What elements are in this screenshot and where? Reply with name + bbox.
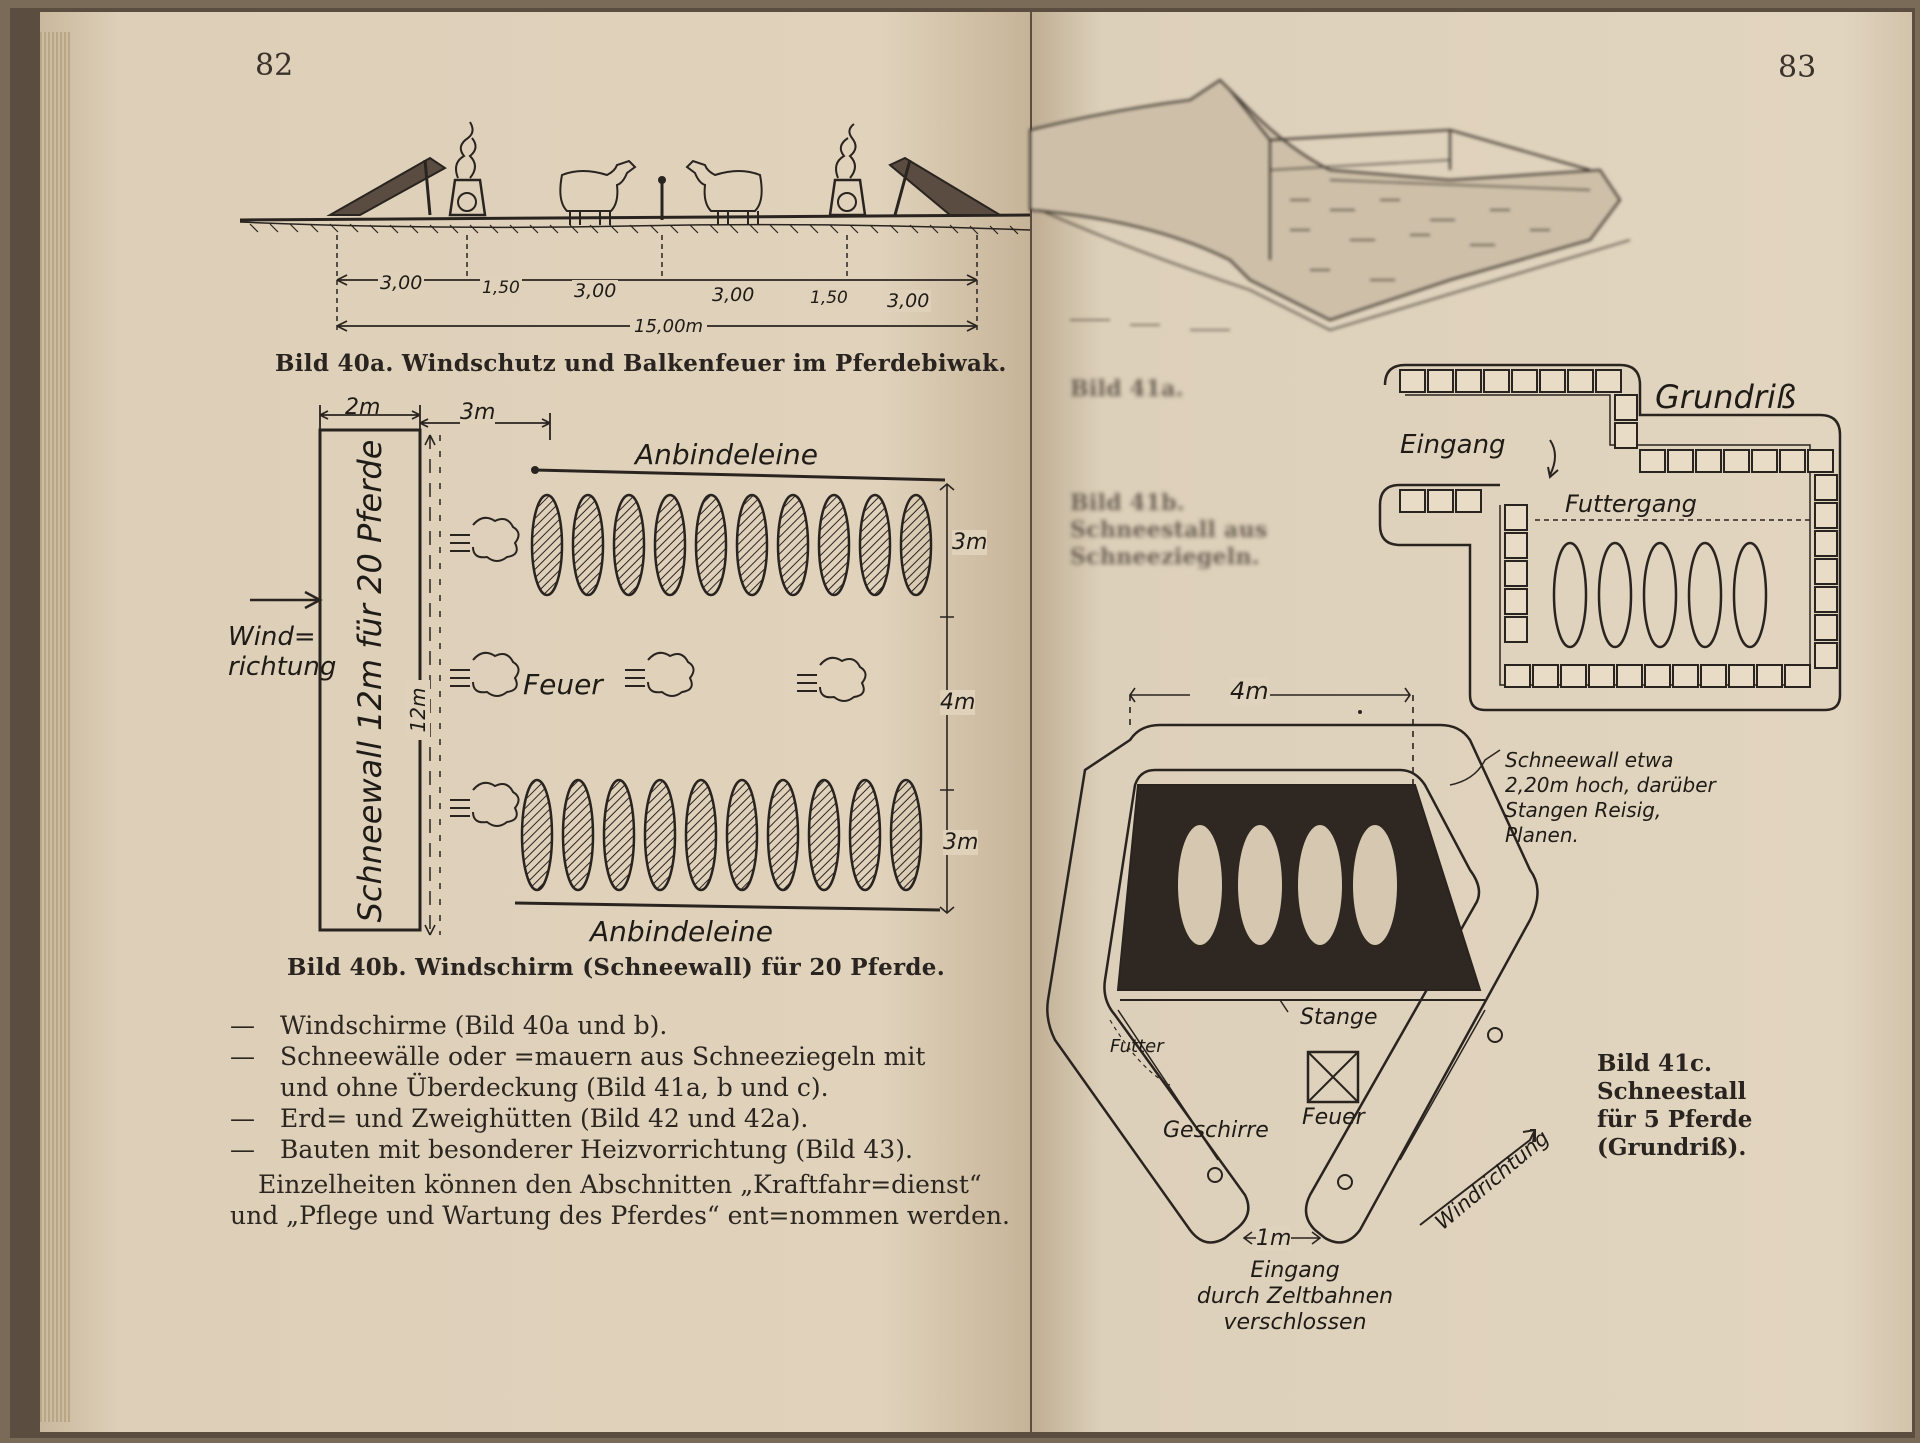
wall-note-line: Schneewall etwa (1505, 748, 1674, 772)
caption-41b-line: Bild 41b. (1070, 490, 1185, 516)
caption-41a: Bild 41a. (1070, 376, 1184, 402)
snow-wall-label: Schneewall 12m für 20 Pferde (351, 439, 389, 923)
dim-label: 1,50 (810, 288, 848, 308)
caption-41c-line: Bild 41c. (1597, 1050, 1713, 1077)
caption-41b-line: Schneestall aus (1070, 517, 1268, 543)
dim-label: 3,00 (574, 280, 617, 302)
stall-wall-note (1505, 748, 1716, 848)
caption-40b: Bild 40b. Windschirm (Schneewall) für 20 Pferde. (287, 954, 946, 981)
list-item-continuation: und ohne Überdeckung (Bild 41a, b und c). (280, 1073, 829, 1102)
grundriss-entrance-label: Eingang (1400, 430, 1506, 460)
grundriss-aisle-label: Futtergang (1565, 490, 1697, 518)
figure-40b (225, 395, 1015, 955)
dim-label: 3,00 (887, 290, 930, 312)
tether-label-top: Anbindeleine (635, 438, 818, 471)
caption-41b-line: Schneeziegeln. (1070, 544, 1260, 570)
list-item: — Schneewälle oder =mauern aus Schneeziegeln mit (230, 1042, 926, 1071)
dim-total-label: 15,00m (630, 316, 707, 337)
list-item: — Bauten mit besonderer Heizvorrichtung (Bild 43). (230, 1135, 913, 1164)
dim-right-3m-bottom: 3m (943, 830, 979, 855)
wall-note-line: 2,20m hoch, darüber (1505, 773, 1716, 797)
caption-41c-line: (Grundriß). (1597, 1134, 1747, 1161)
caption-41c-line: Schneestall (1597, 1078, 1747, 1105)
page-number-left: 82 (255, 48, 294, 83)
stall-wind-label: Windrichtung (1430, 1125, 1554, 1235)
list-item: — Windschirme (Bild 40a und b). (230, 1011, 668, 1040)
tether-label-bottom: Anbindeleine (590, 915, 773, 948)
caption-41b (1070, 490, 1268, 571)
dim-right-3m-top: 3m (952, 530, 988, 555)
page-edge (40, 32, 70, 1422)
wall-note-line: Planen. (1505, 823, 1579, 847)
dim-3m-label: 3m (460, 400, 496, 425)
caption-41c-line: für 5 Pferde (1597, 1106, 1753, 1133)
entrance-line: durch Zeltbahnen verschlossen (1196, 1284, 1394, 1335)
stall-width-label: 4m (1230, 677, 1269, 705)
dim-label: 3,00 (380, 272, 423, 294)
caption-40a: Bild 40a. Windschutz und Balkenfeuer im Pferdebiwak. (275, 350, 1007, 377)
list-item: — Erd= und Zweighütten (Bild 42 und 42a). (230, 1104, 809, 1133)
stall-entrance-width: 1m (1256, 1226, 1292, 1251)
stall-pole-label: Stange (1300, 1005, 1378, 1030)
stall-fire-label: Feuer (1302, 1105, 1365, 1130)
dim-2m-label: 2m (345, 395, 381, 420)
page-number-right: 83 (1778, 50, 1817, 85)
stall-entrance-label (1130, 1258, 1460, 1336)
entrance-line: Eingang (1250, 1258, 1340, 1283)
figure-41a (1030, 60, 1630, 340)
paragraph: Einzelheiten können den Abschnitten „Kraftfahr=dienst“ und „Pflege und Wartung des Pferdes“ ent=nommen werden. (230, 1170, 1010, 1230)
wind-line-2: richtung (228, 652, 337, 682)
height-12m-label: 12m (406, 680, 430, 740)
wind-line-1: Wind= (228, 622, 316, 652)
dim-label: 1,50 (482, 278, 520, 298)
dim-label: 3,00 (712, 284, 755, 306)
wall-note-line: Stangen Reisig, (1505, 798, 1662, 822)
body-text (230, 1010, 1020, 1231)
stall-harness-label: Geschirre (1163, 1118, 1269, 1143)
grundriss-title: Grundriß (1655, 378, 1797, 416)
fire-label: Feuer (523, 668, 603, 701)
stall-feed-label: Futter (1110, 1036, 1164, 1057)
caption-41c (1597, 1050, 1797, 1162)
dim-right-4m: 4m (940, 690, 976, 715)
wind-direction-label (228, 622, 336, 682)
